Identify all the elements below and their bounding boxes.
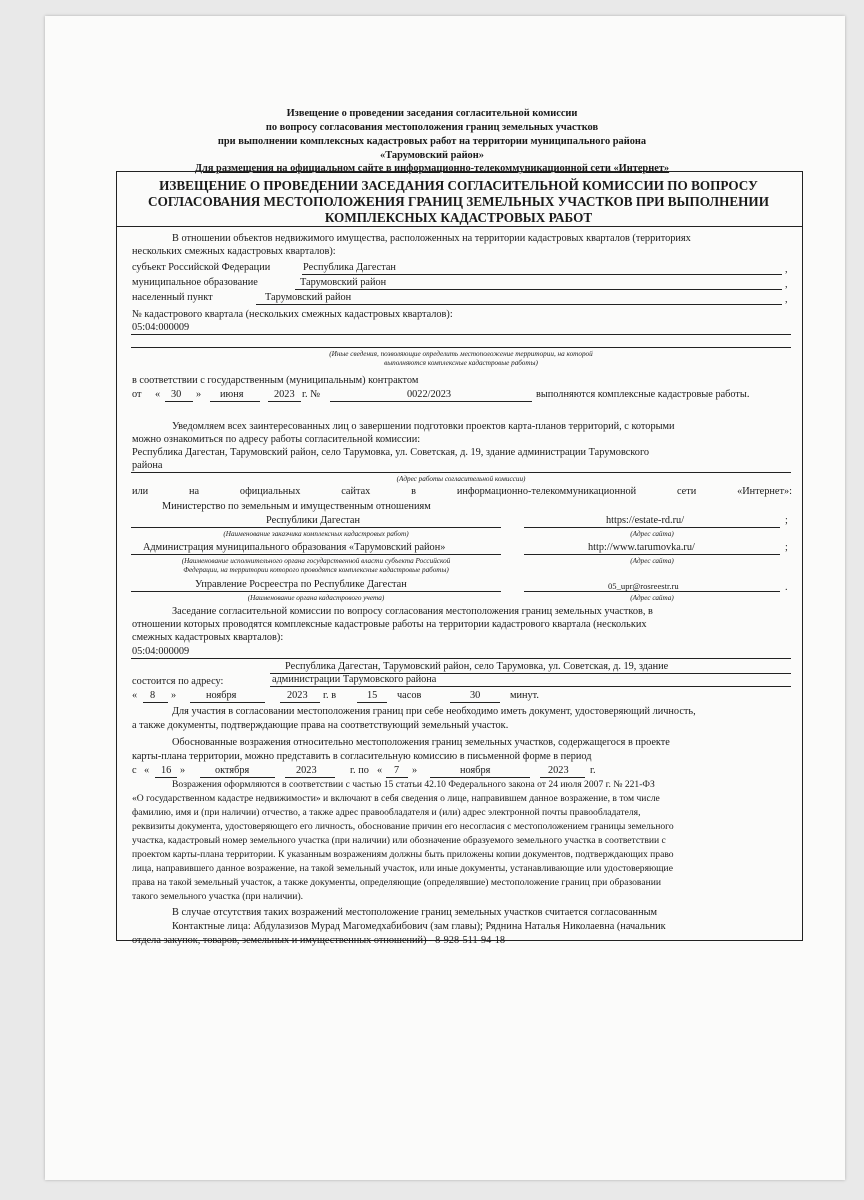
- commission-address-2: района: [132, 460, 163, 471]
- subject-label: субъект Российской Федерации: [132, 262, 271, 273]
- notice-p1-line-1: Уведомляем всех заинтересованных лиц о завершении подготовки проектов карта-планов территорий, с которыми: [172, 421, 675, 432]
- header-line-5: Для размещения на официальном сайте в информационно-телекоммуникационной сети «Интернет»: [194, 163, 670, 174]
- rules-line-6: проектом карты-плана территории. К указанным возражениям должны быть приложены копии документов, подтверждающих право: [132, 849, 674, 860]
- rosreestr-site-link[interactable]: 05_upr@rosreestr.ru: [608, 581, 679, 591]
- other-info-caption-1: (Иные сведения, позволяющие определить местоположение территории, на которой: [329, 350, 593, 358]
- websites-word-6: информационно-телекоммуникационной: [456, 486, 637, 497]
- contract-day: 30: [171, 389, 182, 400]
- rosreestr-underline: [131, 591, 501, 592]
- objects-intro-2: нескольких смежных кадастровых кварталов):: [132, 246, 336, 257]
- meeting-minutes: 30: [470, 690, 481, 701]
- settlement-value: Тарумовский район: [265, 292, 352, 303]
- quarter-underline: [131, 334, 791, 335]
- contract-year-suffix: г. №: [302, 389, 321, 400]
- commission-address-1: Республика Дагестан, Тарумовский район, село Тарумовка, ул. Советская, д. 19, здание администрации Тарумовского: [132, 447, 650, 458]
- admin-site-link[interactable]: http://www.tarumovka.ru/: [588, 542, 695, 553]
- municipality-value: Тарумовский район: [300, 277, 387, 288]
- contract-day-underline: [165, 401, 193, 402]
- meeting-quote-open: «: [132, 690, 138, 701]
- rosreestr-site-underline: [524, 591, 780, 592]
- objections-from-year: 2023: [296, 765, 317, 776]
- contract-quote-open: «: [155, 389, 161, 400]
- rosreestr-name: Управление Росреестра по Республике Дагестан: [195, 579, 407, 590]
- contacts-line-1: Контактные лица: Абдулазизов Мурад Магомедхабибович (зам главы); Ряднина Наталья Николаевна (начальник: [172, 921, 666, 932]
- websites-word-7: сети: [676, 486, 697, 497]
- objections-line-2: карты-плана территории, можно представить в согласительную комиссию в письменной форме в период: [132, 751, 592, 762]
- commission-address-underline: [131, 472, 791, 473]
- objections-to-year: 2023: [548, 765, 569, 776]
- websites-word-3: официальных: [239, 486, 301, 497]
- rules-line-3: фамилию, имя и (при наличии) отчество, а также адрес правообладателя и (или) адрес электронной почты правообладателя,: [132, 807, 641, 818]
- title-divider: [116, 226, 803, 227]
- admin-name: Администрация муниципального образования «Тарумовский район»: [143, 542, 446, 553]
- rules-line-9: такого земельного участка (при наличии).: [132, 891, 304, 902]
- subject-underline: [302, 274, 782, 275]
- contract-quote-close: »: [196, 389, 202, 400]
- contacts-line-2: отдела закупок, товаров, земельных и имущественных отношений) - 8-928-511-94-18: [132, 935, 506, 946]
- notice-title-line-3: КОМПЛЕКСНЫХ КАДАСТРОВЫХ РАБОТ: [324, 210, 593, 225]
- meeting-month: ноября: [206, 690, 237, 701]
- objects-intro-1: В отношении объектов недвижимого имущества, расположенных на территории кадастровых кварталов (территориях: [172, 233, 691, 244]
- meeting-venue-2: администрации Тарумовского района: [272, 674, 437, 685]
- contract-month-underline: [210, 401, 260, 402]
- header-line-1: Извещение о проведении заседания согласительной комиссии: [286, 108, 578, 119]
- header-line-2: по вопросу согласования местоположения границ земельных участков: [265, 122, 599, 133]
- quarter-value: 05:04:000009: [132, 322, 190, 333]
- meeting-p-line-3: смежных кадастровых кварталов):: [132, 632, 284, 643]
- commission-address-caption: (Адрес работы согласительной комиссии): [396, 475, 526, 483]
- absence-line: В случае отсутствия таких возражений местоположение границ земельных участков считается согласованным: [172, 907, 658, 918]
- customer-name-1: Министерство по земельным и имущественным отношениям: [162, 501, 431, 512]
- contract-month: июня: [220, 389, 244, 400]
- customer-site-semicolon: ;: [785, 515, 788, 526]
- contract-ot: от: [132, 389, 142, 400]
- objections-to-label: г. по: [350, 765, 369, 776]
- meeting-quote-close: »: [171, 690, 177, 701]
- contract-year-underline: [268, 401, 301, 402]
- objections-to-day: 7: [394, 765, 400, 776]
- rosreestr-site-caption: (Адрес сайта): [630, 594, 674, 602]
- customer-site-caption: (Адрес сайта): [630, 530, 674, 538]
- contract-number-underline: [330, 401, 532, 402]
- meeting-venue-label: состоится по адресу:: [132, 676, 224, 687]
- admin-underline: [131, 554, 501, 555]
- contract-year: 2023: [274, 389, 295, 400]
- header-line-4: «Тарумовский район»: [380, 150, 484, 161]
- objections-quote-close-2: »: [412, 765, 418, 776]
- websites-word-8: «Интернет»:: [737, 486, 792, 497]
- rules-line-8: права на такой земельный участок, а также документы, определяющие (определявшие) местоположение границ при образовании: [132, 877, 661, 888]
- meeting-year: 2023: [287, 690, 308, 701]
- admin-site-underline: [524, 554, 780, 555]
- municipality-comma: ,: [785, 279, 788, 290]
- meeting-year-underline: [280, 702, 320, 703]
- meeting-p-line-2: отношении которых проводятся комплексные кадастровые работы на территории кадастрового квартала (нескольких: [132, 619, 647, 630]
- header-line-3: при выполнении комплексных кадастровых работ на территории муниципального района: [217, 136, 647, 147]
- meeting-year-suffix: г. в: [323, 690, 337, 701]
- meeting-p-line-1: Заседание согласительной комиссии по вопросу согласования местоположения границ земельных участков, в: [172, 606, 653, 617]
- meeting-minutes-label: минут.: [510, 690, 539, 701]
- meeting-hours-underline: [357, 702, 387, 703]
- contract-number: 0022/2023: [407, 389, 452, 400]
- customer-caption: (Наименование заказчика комплексных кадастровых работ): [223, 530, 409, 538]
- quarter-label: № кадастрового квартала (нескольких смежных кадастровых кварталов):: [132, 309, 453, 320]
- meeting-day-underline: [143, 702, 168, 703]
- meeting-month-underline: [190, 702, 265, 703]
- websites-line: [132, 485, 792, 498]
- objections-line-1: Обоснованные возражения относительно местоположения границ земельных участков, содержащегося в проекте: [172, 737, 670, 748]
- meeting-quarter-underline: [131, 658, 791, 659]
- admin-site-caption: (Адрес сайта): [630, 557, 674, 565]
- rules-line-2: «О государственном кадастре недвижимости» и включают в себя сведения о лице, направившем данное возражение, в том числе: [132, 793, 660, 804]
- subject-value: Республика Дагестан: [303, 262, 396, 273]
- objections-quote-open-2: «: [377, 765, 383, 776]
- settlement-underline: [256, 304, 782, 305]
- rosreestr-site-period: .: [785, 582, 788, 593]
- rosreestr-caption: (Наименование органа кадастрового учета): [247, 594, 385, 602]
- admin-site-semicolon: ;: [785, 542, 788, 553]
- objections-from-day: 16: [161, 765, 172, 776]
- other-info-underline: [131, 347, 791, 348]
- meeting-hours: 15: [367, 690, 378, 701]
- other-info-caption-2: выполняются комплексные кадастровые работы): [384, 359, 538, 367]
- rules-line-7: лица, направившего данное возражение, на такой земельный участок, или иные документы, устанавливающие или удостоверяющие: [132, 863, 673, 874]
- contract-tail: выполняются комплексные кадастровые работы.: [536, 389, 750, 400]
- customer-underline: [131, 527, 501, 528]
- municipality-label: муниципальное образование: [132, 277, 258, 288]
- websites-word-1: или: [132, 486, 149, 497]
- rules-line-1: Возражения оформляются в соответствии с частью 15 статьи 42.10 Федерального закона от 24 июля 2007 г. № 221-ФЗ: [172, 779, 655, 790]
- subject-comma: ,: [785, 264, 788, 275]
- settlement-label: населенный пункт: [132, 292, 213, 303]
- meeting-quarter: 05:04:000009: [132, 646, 190, 657]
- participation-line-2: а также документы, подтверждающие права на соответствующий земельный участок.: [132, 720, 509, 731]
- websites-word-2: на: [189, 486, 200, 497]
- customer-name-2: Республики Дагестан: [266, 515, 361, 526]
- objections-to-month: ноября: [460, 765, 491, 776]
- customer-site-underline: [524, 527, 780, 528]
- meeting-minutes-underline: [450, 702, 500, 703]
- objections-from-label: с: [132, 765, 137, 776]
- meeting-venue-1: Республика Дагестан, Тарумовский район, село Тарумовка, ул. Советская, д. 19, здание: [285, 661, 669, 672]
- participation-line-1: Для участия в согласовании местоположения границ при себе необходимо иметь документ, удостоверяющий личность,: [172, 706, 696, 717]
- meeting-hours-label: часов: [397, 690, 422, 701]
- municipality-underline: [295, 289, 782, 290]
- notice-p1-line-2: можно ознакомиться по адресу работы согласительной комиссии:: [132, 434, 421, 445]
- websites-word-5: в: [411, 486, 417, 497]
- settlement-comma: ,: [785, 294, 788, 305]
- objections-year-suffix: г.: [590, 765, 596, 776]
- customer-site-link[interactable]: https://estate-rd.ru/: [606, 515, 685, 526]
- objections-from-month: октября: [215, 765, 250, 776]
- rules-line-4: реквизиты документа, удостоверяющего его личность, обоснование причин его несогласия с местоположением границы земельного: [132, 821, 674, 832]
- admin-caption-2: Федерации, на территории которого проводятся комплексные кадастровые работы): [183, 566, 449, 574]
- notice-title-line-2: СОГЛАСОВАНИЯ МЕСТОПОЛОЖЕНИЯ ГРАНИЦ ЗЕМЕЛЬНЫХ УЧАСТКОВ ПРИ ВЫПОЛНЕНИИ: [148, 194, 769, 209]
- notice-title-line-1: ИЗВЕЩЕНИЕ О ПРОВЕДЕНИИ ЗАСЕДАНИЯ СОГЛАСИТЕЛЬНОЙ КОМИССИИ ПО ВОПРОСУ: [159, 178, 758, 193]
- objections-quote-close-1: »: [180, 765, 186, 776]
- meeting-venue-2-underline: [270, 686, 791, 687]
- meeting-day: 8: [150, 690, 156, 701]
- contract-label: в соответствии с государственным (муниципальным) контрактом: [132, 375, 419, 386]
- objections-quote-open-1: «: [144, 765, 150, 776]
- websites-word-4: сайтах: [341, 486, 371, 497]
- admin-caption-1: (Наименование исполнительного органа государственной власти субъекта Российской: [181, 557, 451, 565]
- rules-line-5: участка, кадастровый номер земельного участка (при наличии) или обозначение образуемого земельного участка в соответствии с: [132, 835, 666, 846]
